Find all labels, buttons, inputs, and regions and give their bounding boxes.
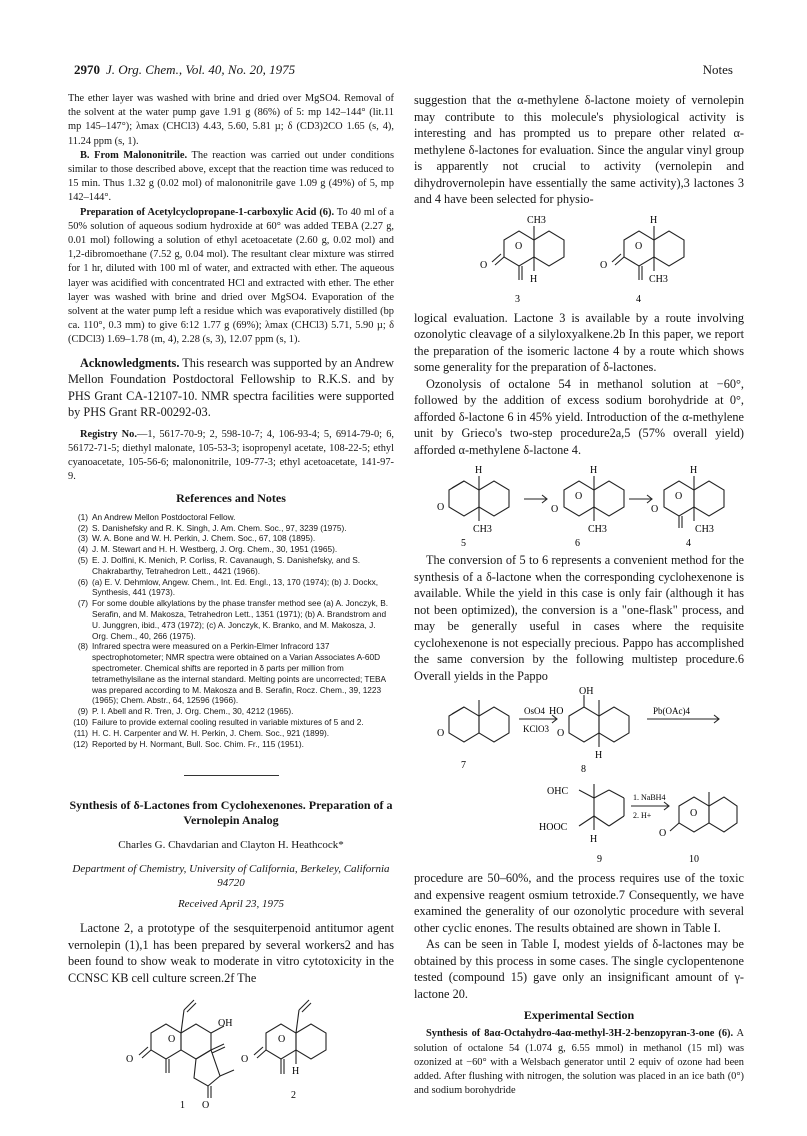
reference-item xyxy=(68,706,394,717)
atom-label: O xyxy=(515,240,523,252)
atom-label: O xyxy=(557,728,565,739)
compound-label: 10 xyxy=(689,854,699,865)
reference-item xyxy=(68,641,394,706)
intro-paragraph: Lactone 2, a prototype of the sesquiterpenoid antitumor agent vernolepin (1),1 has been prepared by several workers2 and has been found to show weak to moderate in vitro cytotoxicity in the CCNSC KB cell culture screen.2f The xyxy=(68,921,394,985)
reference-item xyxy=(68,739,394,750)
reference-number: (12) xyxy=(73,738,88,749)
atom-label: H xyxy=(590,465,598,476)
reference-text: W. A. Bone and W. H. Perkin, J. Chem. Soc., 67, 108 (1895). xyxy=(92,533,316,544)
compound-label: 7 xyxy=(461,760,466,771)
reference-item xyxy=(68,512,394,523)
reference-text: P. I. Abell and R. Tren, J. Org. Chem., 30, 4212 (1965). xyxy=(92,706,294,717)
reference-text: An Andrew Mellon Postdoctoral Fellow. xyxy=(92,511,236,522)
atom-label: OH xyxy=(218,1018,233,1030)
atom-label: CH3 xyxy=(473,524,492,535)
reference-number: (8) xyxy=(77,641,88,652)
reference-number: (2) xyxy=(77,522,88,533)
paragraph-text: To 40 ml of a 50% solution of aqueous sodium hydroxide at 60° was added TEBA (2.27 g, 0.01 mol) following a solution of ethyl acetoacetate (2.60 g, 0.02 mol) and 1,2-dibromoethane (7.52 g, 0.04 mol). The resultant clear mixture was stirred for 1 hr, diluted with 100 ml of water, and extracted with ether. The aqueous layer was acidified with concentrated HCl and extracted with ether. The ether layer was washed with brine and dried over MgSO4. Evaporation of the solvent at the water pump left a residue which was evaporatively distilled (bp ca. 110°, 0.3 mm) to give 6:12 1.77 g (69%); λmax (CHCl3) 5.71, 5.90 µ; δ (CDCl3) 1.69–1.78 (m, 4), 2.28 (s, 3), 12.07 ppm (s, 1). xyxy=(68,206,394,346)
paragraph-text: The reaction was carried out under conditions similar to those described above, except that the reaction time was reduced to 15 min. Thus 1.32 g (0.02 mol) of malononitrile gave 1.09 g (49%) of 5, mp 142–144°. xyxy=(68,149,395,204)
compound-label: 9 xyxy=(597,854,602,865)
reference-text: Reported by H. Normant, Bull. Soc. Chim. Fr., 115 (1951). xyxy=(92,738,304,749)
reference-number: (10) xyxy=(73,717,88,728)
compound-label: 6 xyxy=(575,538,580,549)
compound-label: 8 xyxy=(581,764,586,774)
acknowledgments xyxy=(68,355,394,421)
reference-number: (1) xyxy=(77,511,88,522)
references-heading: References and Notes xyxy=(176,491,286,506)
run-in-heading: B. From Malononitrile. xyxy=(80,149,188,161)
atom-label: HO xyxy=(549,706,564,717)
reference-number: (7) xyxy=(77,598,88,609)
atom-label: O xyxy=(659,828,667,839)
atom-label: H xyxy=(475,465,483,476)
reference-item xyxy=(68,598,394,641)
reference-text: E. J. Dolfini, K. Menich, P. Corliss, R. Cavanaugh, S. Danishefsky, and S. Chakrabarthy, Tetrahedron Lett., 4421 (1966). xyxy=(92,555,361,576)
paragraph-conversion: The conversion of 5 to 6 represents a convenient method for the synthesis of a δ-lactone when the corresponding cyclohexenone is available. While the yield in this case is only fair (although it has not been optimized), the conversion is a "one-flask" process, and may be generally useful in cases where the requisite cyclohexenone is not especially precious. Pappo has accomplished the same conversion by the following multistep procedure.6 Overall yields in the Pappo xyxy=(414,553,744,683)
atom-label: O xyxy=(575,491,583,502)
figure-scheme-9-10 xyxy=(419,776,739,868)
paragraph-text: A solution of octalone 54 (1.074 g, 6.55 mmol) in methanol (15 ml) was ozonized at −60° with a Welsbach generator until 2 equiv of ozone had been added. After flushing with nitrogen, the solution was placed in an ice bath (0°) and sodium borohydride xyxy=(414,1028,744,1097)
atom-label: H xyxy=(292,1066,300,1078)
reference-item xyxy=(68,544,394,555)
reference-item xyxy=(68,728,394,739)
atom-label: H xyxy=(530,273,538,285)
paragraph-ozonolysis: Ozonolysis of octalone 54 in methanol solution at −60°, followed by the addition of excess sodium borohydride at 0°, afforded δ-lactone 6 in 45% yield. Introduction of the α-methylene unit by Grieco's two-step procedure2a,5 (57% overall yield) afforded α-methylene δ-lactone 4. xyxy=(414,376,744,457)
reference-number: (5) xyxy=(77,555,88,566)
atom-label: O xyxy=(168,1034,176,1046)
header-left xyxy=(74,62,295,78)
reference-number: (3) xyxy=(77,533,88,544)
authors: Charles G. Chavdarian and Clayton H. Heathcock* xyxy=(118,839,344,852)
reference-number: (9) xyxy=(77,706,88,717)
compound-label: 1 xyxy=(180,1100,185,1111)
figure-scheme-7-8 xyxy=(419,686,739,774)
experimental-heading: Experimental Section xyxy=(523,1008,635,1022)
reference-item xyxy=(68,523,394,534)
left-column xyxy=(68,92,394,1112)
received-date: Received April 23, 1975 xyxy=(177,897,285,910)
paragraph-malononitrile xyxy=(68,149,394,206)
reference-number: (6) xyxy=(77,576,88,587)
article-title: Synthesis of δ-Lactones from Cyclohexenones. Preparation of a Vernolepin Analog xyxy=(69,798,393,828)
compound-label: 2 xyxy=(291,1090,296,1102)
atom-label: O xyxy=(278,1034,286,1046)
atom-label: O xyxy=(651,504,659,515)
section-name: Notes xyxy=(702,62,733,77)
run-in-heading: Preparation of Acetylcyclopropane-1-carboxylic Acid (6). xyxy=(80,206,335,218)
reference-item xyxy=(68,555,394,577)
paragraph-pappo: procedure are 50–60%, and the process requires use of the toxic and expensive reagent osmium tetroxide.7 Consequently, we have examined the generality of our ozonolytic procedure with several other cyclic enones. The results obtained are shown in Table I. xyxy=(414,871,744,935)
paragraph-evaluation: logical evaluation. Lactone 3 is available by a route involving ozonolytic cleavage of a silyloxyalkene.2b In this paper, we report the preparation of the isomeric lactone 4 by a route which shows some generality for the preparation of δ-lactones. xyxy=(414,310,744,374)
atom-label: CH3 xyxy=(649,273,668,285)
figure-structures-3-4 xyxy=(429,210,729,308)
reference-text: Infrared spectra were measured on a Perkin-Elmer Infracord 137 spectrophotometer; NMR spectra were obtained on a Varian Associates A-60D spectrometer. Chemical shifts are reported in δ parts per million from tetramethylsilane as the internal standard. Melting points are uncorrected; TEBA was prepared according to M. Makosza and B. Serafin, Rocz. Chem., 39, 1223 (1965); Chem. Abstr., 64, 12596 (1966). xyxy=(92,641,386,706)
paragraph-preparation xyxy=(68,206,394,348)
atom-label: O xyxy=(126,1054,134,1066)
atom-label: CH3 xyxy=(527,214,546,226)
compound-label: 3 xyxy=(515,293,520,305)
compound-label: 5 xyxy=(461,538,466,549)
paragraph-text: This research was supported by an Andrew Mellon Foundation Postdoctoral Fellowship to R.K.S. and by PHS Grant CA-12107-10. NMR spectra facilities were supported by PHS Grant RR-00292-03. xyxy=(68,355,394,420)
atom-label: H xyxy=(590,834,598,845)
atom-label: O xyxy=(635,240,643,252)
atom-label: O xyxy=(437,502,445,513)
reagent-label: OsO4 xyxy=(524,706,546,716)
paragraph-text: —1, 5617-70-9; 2, 598-10-7; 4, 106-93-4; 5, 6914-79-0; 6, 56172-71-5; diethyl malonate, 105-53-3; isopropenyl acetate, 108-22-5; ethyl cyanoacetate, 105-56-6; malononitrile, 109-77-3; ethyl acetoacetate, 141-97-9. xyxy=(68,428,394,483)
reagent-label: 2. H+ xyxy=(633,811,652,820)
atom-label: H xyxy=(650,214,658,226)
atom-label: H xyxy=(690,465,698,476)
right-column xyxy=(414,92,744,1098)
registry-numbers xyxy=(68,428,394,485)
divider xyxy=(184,775,279,776)
atom-label: O xyxy=(600,259,608,271)
paragraph-experimental xyxy=(414,1027,744,1098)
reference-text: S. Danishefsky and R. K. Singh, J. Am. Chem. Soc., 97, 3239 (1975). xyxy=(92,522,347,533)
run-in-heading: Registry No. xyxy=(80,428,137,440)
reference-text: For some double alkylations by the phase transfer method see (a) A. Jonczyk, B. Serafin, and M. Makosza, Tetrahedron Lett., 1351 (1971); (b) A. Brandstrom and U. Junggren, ibid., 473 (1972); (c) A. Jonczyk, K. Branko, and M. Makosza, J. Org. Chem., 40, 266 (1975). xyxy=(92,598,389,641)
reference-number: (11) xyxy=(73,727,88,738)
affiliation: Department of Chemistry, University of California, Berkeley, California 94720 xyxy=(72,862,390,889)
atom-label: OH xyxy=(579,686,594,697)
page-number: 2970 xyxy=(74,62,100,77)
reference-text: Failure to provide external cooling resulted in variable mixtures of 5 and 2. xyxy=(92,717,364,728)
atom-label: CH3 xyxy=(588,524,607,535)
running-header xyxy=(74,62,733,82)
references-list xyxy=(68,512,394,750)
paragraph-table: As can be seen in Table I, modest yields of δ-lactones may be obtained by this process in some cases. The single cyclopentenone tested (compound 15) gave only an insignificant amount of γ-lactone 20. xyxy=(414,937,744,1001)
atom-label: O xyxy=(437,728,445,739)
atom-label: O xyxy=(241,1054,249,1066)
atom-label: OHC xyxy=(547,786,569,797)
paragraph-ether-layer: The ether layer was washed with brine and dried over MgSO4. Removal of the solvent at the water pump gave 1.91 g (86%) of 5: mp 142–144° (lit.11 mp 145–147°); λmax (CHCl3) 4.43, 5.60, 5.81 µ; δ (CD3)2CO 1.65 (s, 4), 11.24 ppm (s, 1). xyxy=(68,93,394,147)
atom-label: H xyxy=(595,750,603,761)
figure-structures-1-2 xyxy=(96,988,366,1110)
run-in-heading: Synthesis of 8aα-Octahydro-4aα-methyl-3H-2-benzopyran-3-one (6). xyxy=(426,1028,734,1040)
journal-citation: J. Org. Chem., Vol. 40, No. 20, 1975 xyxy=(106,62,296,77)
atom-label: O xyxy=(675,491,683,502)
reagent-label: Pb(OAc)4 xyxy=(653,706,690,716)
reference-item xyxy=(68,577,394,599)
reference-item xyxy=(68,533,394,544)
compound-label: 4 xyxy=(636,293,641,305)
figure-scheme-5-6-4 xyxy=(419,460,739,550)
run-in-heading: Acknowledgments. xyxy=(80,355,180,370)
paragraph-suggestion: suggestion that the α-methylene δ-lactone moiety of vernolepin may contribute to this molecule's physiological activity is interesting and has prompted us to prepare other related α-methylene δ-lactones for evaluation. Since the angular vinyl group is apparently not crucial to activity (vernolepin and dihydrovernolepin have essentially the same activity),3 lactones 3 and 4 have been selected for physio- xyxy=(414,93,744,206)
atom-label: CH3 xyxy=(695,524,714,535)
reference-text: H. C. H. Carpenter and W. H. Perkin, J. Chem. Soc., 921 (1899). xyxy=(92,727,330,738)
reagent-label: 1. NaBH4 xyxy=(633,793,666,802)
atom-label: O xyxy=(480,259,488,271)
reference-text: (a) E. V. Dehmlow, Angew. Chem., Int. Ed. Engl., 13, 170 (1974); (b) J. Dockx, Synthesis, 441 (1973). xyxy=(92,576,379,598)
reference-item xyxy=(68,717,394,728)
atom-label: O xyxy=(202,1100,210,1111)
reagent-label: KClO3 xyxy=(523,724,550,734)
atom-label: O xyxy=(551,504,559,515)
reference-number: (4) xyxy=(77,544,88,555)
atom-label: HOOC xyxy=(539,822,568,833)
reference-text: J. M. Stewart and H. H. Westberg, J. Org. Chem., 30, 1951 (1965). xyxy=(92,544,338,555)
compound-label: 4 xyxy=(686,538,691,549)
atom-label: O xyxy=(690,808,698,819)
